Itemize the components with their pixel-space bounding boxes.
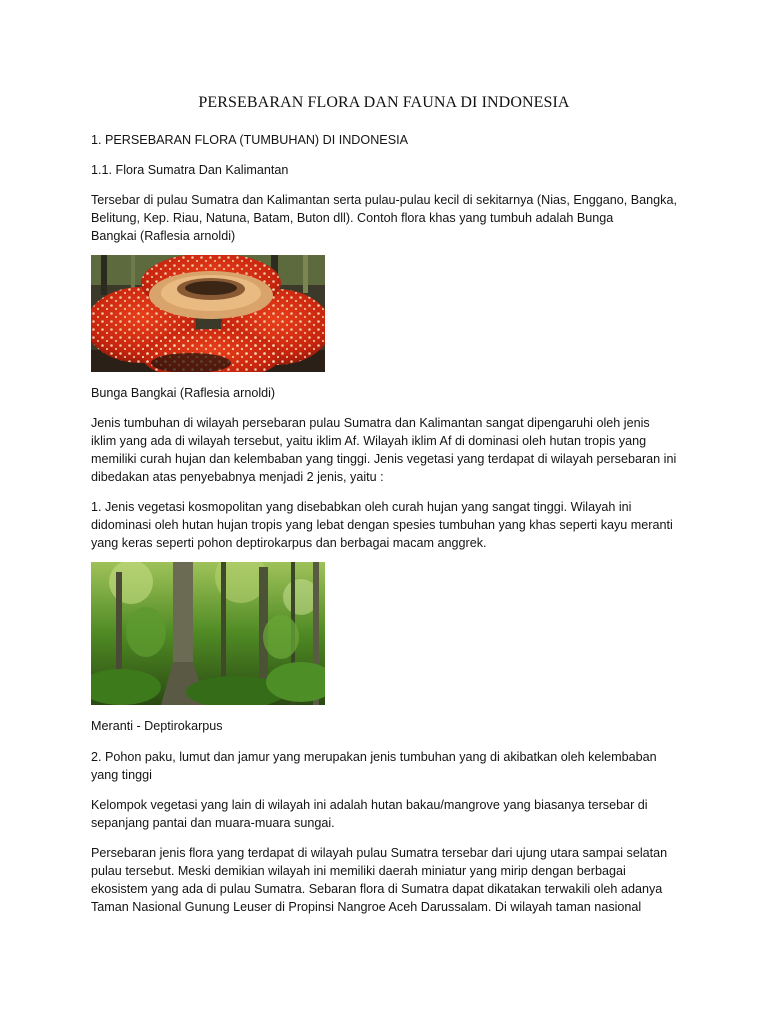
- paragraph-mangrove: [91, 796, 691, 832]
- text-line: Taman Nasional Gunung Leuser di Propinsi Nangroe Aceh Darussalam. Di wilayah taman nasional: [91, 900, 642, 914]
- section-heading: 1. PERSEBARAN FLORA (TUMBUHAN) DI INDONESIA: [91, 133, 408, 147]
- paragraph-vegetation-1: [91, 498, 691, 552]
- text-line: pulau tersebut. Meski demikian wilayah ini memiliki daerah miniatur yang mirip dengan berbagai: [91, 864, 626, 878]
- text-line: Persebaran jenis flora yang terdapat di wilayah pulau Sumatra tersebar dari ujung utara sampai selatan: [91, 846, 668, 860]
- text-line: Jenis tumbuhan di wilayah persebaran pulau Sumatra dan Kalimantan sangat dipengaruhi oleh jenis: [91, 416, 650, 430]
- tropical-forest-photo: [91, 562, 325, 705]
- text-line: ekosistem yang ada di pulau Sumatra. Sebaran flora di Sumatra dapat dikatakan terwakili oleh adanya: [91, 882, 663, 896]
- text-line: memiliki curah hujan dan kelembaban yang tinggi. Jenis vegetasi yang terdapat di wilayah persebaran ini: [91, 452, 677, 466]
- rafflesia-flower-photo: [91, 255, 325, 372]
- paragraph-distribution-intro: [91, 191, 691, 245]
- text-line: yang keras seperti pohon deptirokarpus dan berbagai macam anggrek.: [91, 536, 487, 550]
- text-line: sepanjang pantai dan muara-muara sungai.: [91, 816, 335, 830]
- paragraph-sumatra-distribution: [91, 844, 691, 916]
- text-line: Bangkai (Raflesia arnoldi): [91, 229, 236, 243]
- text-line: Tersebar di pulau Sumatra dan Kalimantan serta pulau-pulau kecil di sekitarnya (Nias, Enggano, Bangka,: [91, 193, 677, 207]
- text-line: 2. Pohon paku, lumut dan jamur yang merupakan jenis tumbuhan yang di akibatkan oleh kelembaban: [91, 750, 657, 764]
- text-line: Kelompok vegetasi yang lain di wilayah ini adalah hutan bakau/mangrove yang biasanya tersebar di: [91, 798, 648, 812]
- text-line: dibedakan atas penyebabnya menjadi 2 jenis, yaitu :: [91, 470, 384, 484]
- forest-caption: Meranti - Deptirokarpus: [91, 719, 223, 733]
- text-line: yang tinggi: [91, 768, 152, 782]
- document-title: PERSEBARAN FLORA DAN FAUNA DI INDONESIA: [198, 94, 570, 111]
- text-line: didominasi oleh hutan hujan tropis yang lebat dengan spesies tumbuhan yang khas seperti kayu meranti: [91, 518, 673, 532]
- text-line: iklim yang ada di wilayah tersebut, yaitu iklim Af. Wilayah iklim Af di dominasi oleh hutan tropis yang: [91, 434, 647, 448]
- text-line: Belitung, Kep. Riau, Natuna, Batam, Buton dll). Contoh flora khas yang tumbuh adalah Bunga: [91, 211, 614, 225]
- text-line: 1. Jenis vegetasi kosmopolitan yang disebabkan oleh curah hujan yang sangat tinggi. Wilayah ini: [91, 500, 632, 514]
- rafflesia-caption: Bunga Bangkai (Raflesia arnoldi): [91, 386, 276, 400]
- paragraph-climate: [91, 414, 691, 486]
- subsection-heading: 1.1. Flora Sumatra Dan Kalimantan: [91, 163, 289, 177]
- paragraph-vegetation-2: [91, 748, 691, 784]
